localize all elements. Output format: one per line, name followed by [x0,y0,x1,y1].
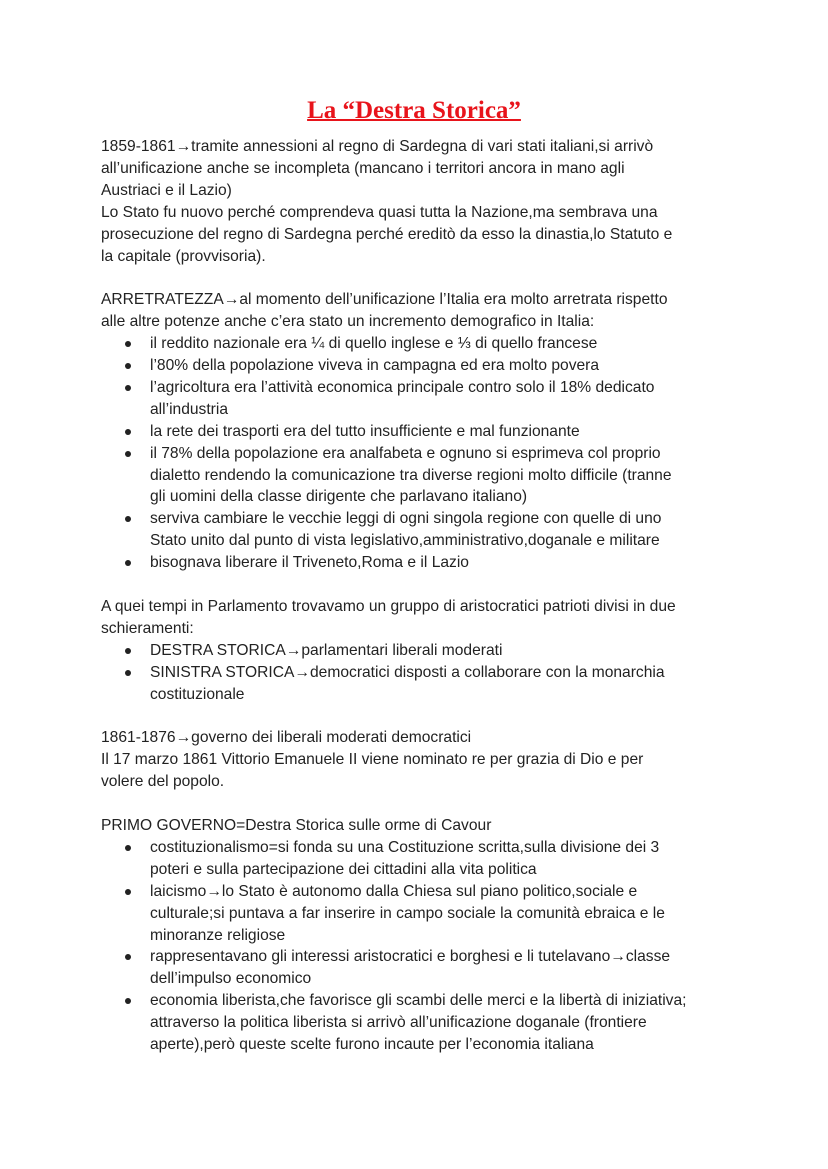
blank-line [101,574,741,596]
text-line: la rete dei trasporti era del tutto insufficiente e mal funzionante [150,422,580,440]
paragraph [101,289,741,333]
paragraph [101,596,741,640]
list-item [101,421,741,443]
text-line: aperte),però queste scelte furono incaute per l’economia italiana [150,1036,594,1054]
bullet-icon [125,670,131,676]
text-line: economia liberista,che favorisce gli scambi delle merci e la libertà di iniziativa; [150,992,687,1010]
text-line: bisognava liberare il Triveneto,Roma e il Lazio [150,554,469,572]
text-line: Lo Stato fu nuovo perché comprendeva quasi tutta la Nazione,ma sembrava una [101,203,658,221]
text-line: l’agricoltura era l’attività economica principale contro solo il 18% dedicato [150,378,655,396]
blank-line [101,793,741,815]
text-line: alle altre potenze anche c’era stato un incremento demografico in Italia: [101,313,595,331]
list-item [101,946,741,990]
bullet-icon [125,429,131,435]
text-line: il reddito nazionale era ¼ di quello inglese e ⅓ di quello francese [150,335,598,353]
bullet-icon [125,516,131,522]
text-line: poteri e sulla partecipazione dei cittadini alla vita politica [150,860,537,878]
bullet-icon [125,845,131,851]
paragraph [101,727,741,793]
bullet-icon [125,341,131,347]
bullet-list [101,333,741,574]
bullet-icon [125,385,131,391]
list-item [101,837,741,881]
document-title: La “Destra Storica” [307,97,521,124]
text-line: Austriaci e il Lazio) [101,181,232,199]
list-item [101,443,741,509]
text-line: SINISTRA STORICA→democratici disposti a collaborare con la monarchia [150,663,665,681]
text-line: Il 17 marzo 1861 Vittorio Emanuele II viene nominato re per grazia di Dio e per [101,751,644,769]
text-line: costituzionalismo=si fonda su una Costituzione scritta,sulla divisione dei 3 [150,838,660,856]
text-line: laicismo→lo Stato è autonomo dalla Chiesa sul piano politico,sociale e [150,882,638,900]
text-line: rappresentavano gli interessi aristocratici e borghesi e li tutelavano→classe [150,948,671,966]
list-item [101,377,741,421]
bullet-icon [125,998,131,1004]
bullet-list [101,837,741,1056]
paragraph [101,815,741,837]
document-body [101,136,741,1056]
bullet-list [101,640,741,706]
list-item [101,355,741,377]
list-item [101,640,741,662]
text-line: gli uomini della classe dirigente che parlavano italiano) [150,488,528,506]
text-line: schieramenti: [101,619,194,637]
list-item [101,508,741,552]
text-line: A quei tempi in Parlamento trovavamo un gruppo di aristocratici patrioti divisi in due [101,598,676,615]
bullet-icon [125,560,131,566]
bullet-icon [125,648,131,654]
bullet-icon [125,889,131,895]
list-item [101,881,741,947]
list-item [101,662,741,706]
text-line: PRIMO GOVERNO=Destra Storica sulle orme di Cavour [101,817,492,835]
paragraph [101,136,741,202]
text-line: prosecuzione del regno di Sardegna perché ereditò da esso la dinastia,lo Statuto e [101,225,673,243]
bullet-icon [125,451,131,457]
text-line: la capitale (provvisoria). [101,247,266,265]
text-line: 1861-1876→governo dei liberali moderati democratici [101,729,472,747]
blank-line [101,706,741,728]
text-line: dell’impulso economico [150,970,312,988]
text-line: ARRETRATEZZA→al momento dell’unificazione l’Italia era molto arretrata rispetto [101,291,668,309]
document-page [101,96,741,1056]
list-item [101,990,741,1056]
text-line: dialetto rendendo la comunicazione tra diverse regioni molto difficile (tranne [150,466,672,484]
text-line: attraverso la politica liberista si arrivò all’unificazione doganale (frontiere [150,1014,647,1032]
text-line: Stato unito dal punto di vista legislativo,amministrativo,doganale e militare [150,532,660,550]
paragraph [101,202,741,268]
text-line: volere del popolo. [101,773,225,791]
text-line: culturale;si puntava a far inserire in campo sociale la comunità ebraica e le [150,904,665,922]
text-line: DESTRA STORICA→parlamentari liberali moderati [150,641,503,659]
bullet-icon [125,954,131,960]
text-line: all’unificazione anche se incompleta (mancano i territori ancora in mano agli [101,159,625,177]
text-line: all’industria [150,400,229,418]
text-line: il 78% della popolazione era analfabeta e ognuno si esprimeva col proprio [150,444,661,462]
text-line: l’80% della popolazione viveva in campagna ed era molto povera [150,357,600,375]
text-line: minoranze religiose [150,926,286,944]
bullet-icon [125,363,131,369]
blank-line [101,267,741,289]
text-line: serviva cambiare le vecchie leggi di ogni singola regione con quelle di uno [150,510,662,528]
text-line: costituzionale [150,685,245,703]
list-item [101,552,741,574]
list-item [101,333,741,355]
text-line: 1859-1861→tramite annessioni al regno di Sardegna di vari stati italiani,si arrivò [101,138,654,155]
